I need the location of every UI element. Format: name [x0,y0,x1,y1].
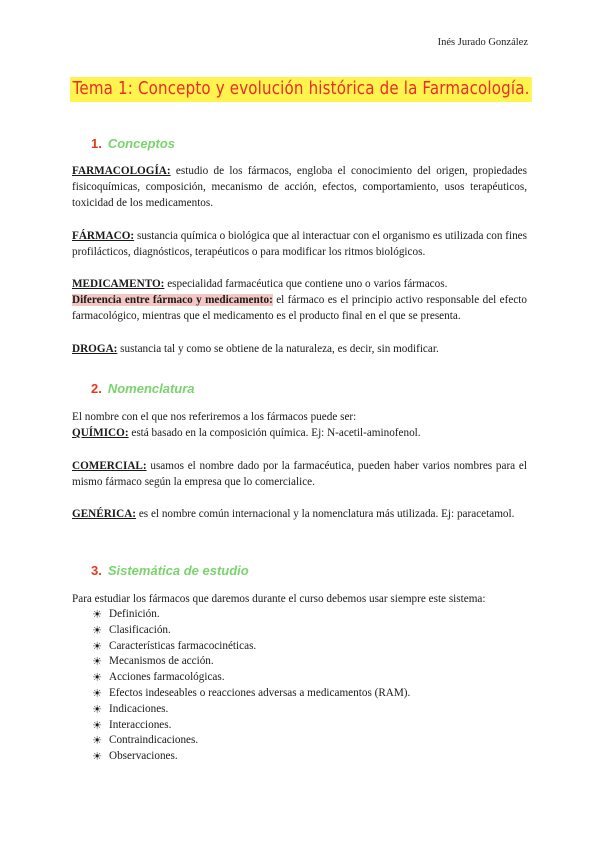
list-item-text: Características farmacocinéticas. [109,639,257,652]
term-generica: GENÉRICA: [72,508,137,520]
list-item [91,718,410,734]
paragraph-medicamento [72,276,527,292]
sun-icon: ☀ [92,639,102,653]
term-quimico: QUÍMICO: [72,427,129,439]
paragraph-quimico [72,425,527,441]
definition-comercial: usamos el nombre dado por la farmacéutica, pueden haber varios nombres para el mismo fármaco según la empresa que lo comercialice. [72,460,527,488]
list-item-text: Interacciones. [109,718,172,731]
definition-diferencia: el fármaco es el principio activo responsable del efecto farmacológico, mientras que el medicamento es el producto final en el que se presenta. [72,294,527,322]
definition-farmacologia: estudio de los fármacos, engloba el conocimiento del origen, propiedades fisicoquímicas, composición, mecanismo de acción, efectos, comportamiento, usos terapéuticos, toxicidad de los medicamentos. [72,165,527,209]
list-item [91,639,410,655]
list-item [91,607,410,623]
section-heading-conceptos [91,136,175,151]
list-item [91,749,410,765]
list-item-text: Efectos indeseables o reacciones adversas a medicamentos (RAM). [109,686,411,699]
sun-icon: ☀ [92,655,102,669]
list-item-text: Clasificación. [109,623,171,636]
section-heading-nomenclatura [91,381,195,396]
paragraph-sistematica-intro [72,591,527,607]
section-title: Sistemática de estudio [107,563,249,578]
paragraph-farmacologia [72,163,527,211]
title-wrapper [70,76,600,102]
term-medicamento: MEDICAMENTO: [72,278,165,290]
document-title: Tema 1: Concepto y evolución histórica de la Farmacología. [70,77,532,102]
definition-quimico: está basado en la composición química. Ej: N-acetil-aminofenol. [128,427,421,439]
list-item-text: Indicaciones. [109,702,169,715]
paragraph-comercial [72,458,527,490]
section-heading-sistematica [91,563,249,578]
sun-icon: ☀ [92,718,102,732]
sun-icon: ☀ [92,702,102,716]
section-number: 3. [91,563,102,578]
nomenclatura-intro: El nombre con el que nos referiremos a los fármacos puede ser: [72,411,357,423]
definition-medicamento: especialidad farmacéutica que contiene uno o varios fármacos. [164,278,448,290]
author-name: Inés Jurado González [437,37,528,48]
sun-icon: ☀ [92,734,102,748]
paragraph-droga [72,341,527,357]
sistematica-intro: Para estudiar los fármacos que daremos durante el curso debemos usar siempre este sistema: [72,593,486,605]
paragraph-farmaco [72,228,527,260]
definition-droga: sustancia tal y como se obtiene de la naturaleza, es decir, sin modificar. [117,343,439,355]
sun-icon: ☀ [92,671,102,685]
section-title: Nomenclatura [107,381,195,396]
definition-farmaco: sustancia química o biológica que al interactuar con el organismo es utilizada con fines profilácticos, diagnósticos, terapéuticos o para modificar los ritmos biológicos. [72,230,527,258]
highlight-diferencia: Diferencia entre fármaco y medicamento: [72,294,273,306]
list-item [91,623,410,639]
list-item [91,733,410,749]
term-farmacologia: FARMACOLOGÍA: [72,165,171,177]
section-title: Conceptos [107,136,176,151]
list-item [91,702,410,718]
list-item [91,654,410,670]
definition-generica: es el nombre común internacional y la nomenclatura más utilizada. Ej: paracetamol. [136,508,515,520]
term-comercial: COMERCIAL: [72,460,147,472]
section-number: 2. [91,381,102,396]
sun-icon: ☀ [92,608,102,621]
list-item-text: Observaciones. [109,750,178,763]
list-item-text: Contraindicaciones. [109,734,199,747]
sun-icon: ☀ [92,623,102,637]
list-item [91,670,410,686]
term-droga: DROGA: [72,343,118,355]
list-item-text: Acciones farmacológicas. [109,671,225,684]
paragraph-generica [72,506,527,522]
list-item-text: Definición. [109,608,160,620]
paragraph-diferencia [72,292,527,324]
study-system-list [91,607,410,765]
sun-icon: ☀ [92,686,102,700]
sun-icon: ☀ [92,750,102,764]
list-item [91,686,410,702]
paragraph-nomenclatura-intro [72,409,527,425]
list-item-text: Mecanismos de acción. [109,655,214,668]
section-number: 1. [91,136,102,151]
term-farmaco: FÁRMACO: [72,230,135,242]
